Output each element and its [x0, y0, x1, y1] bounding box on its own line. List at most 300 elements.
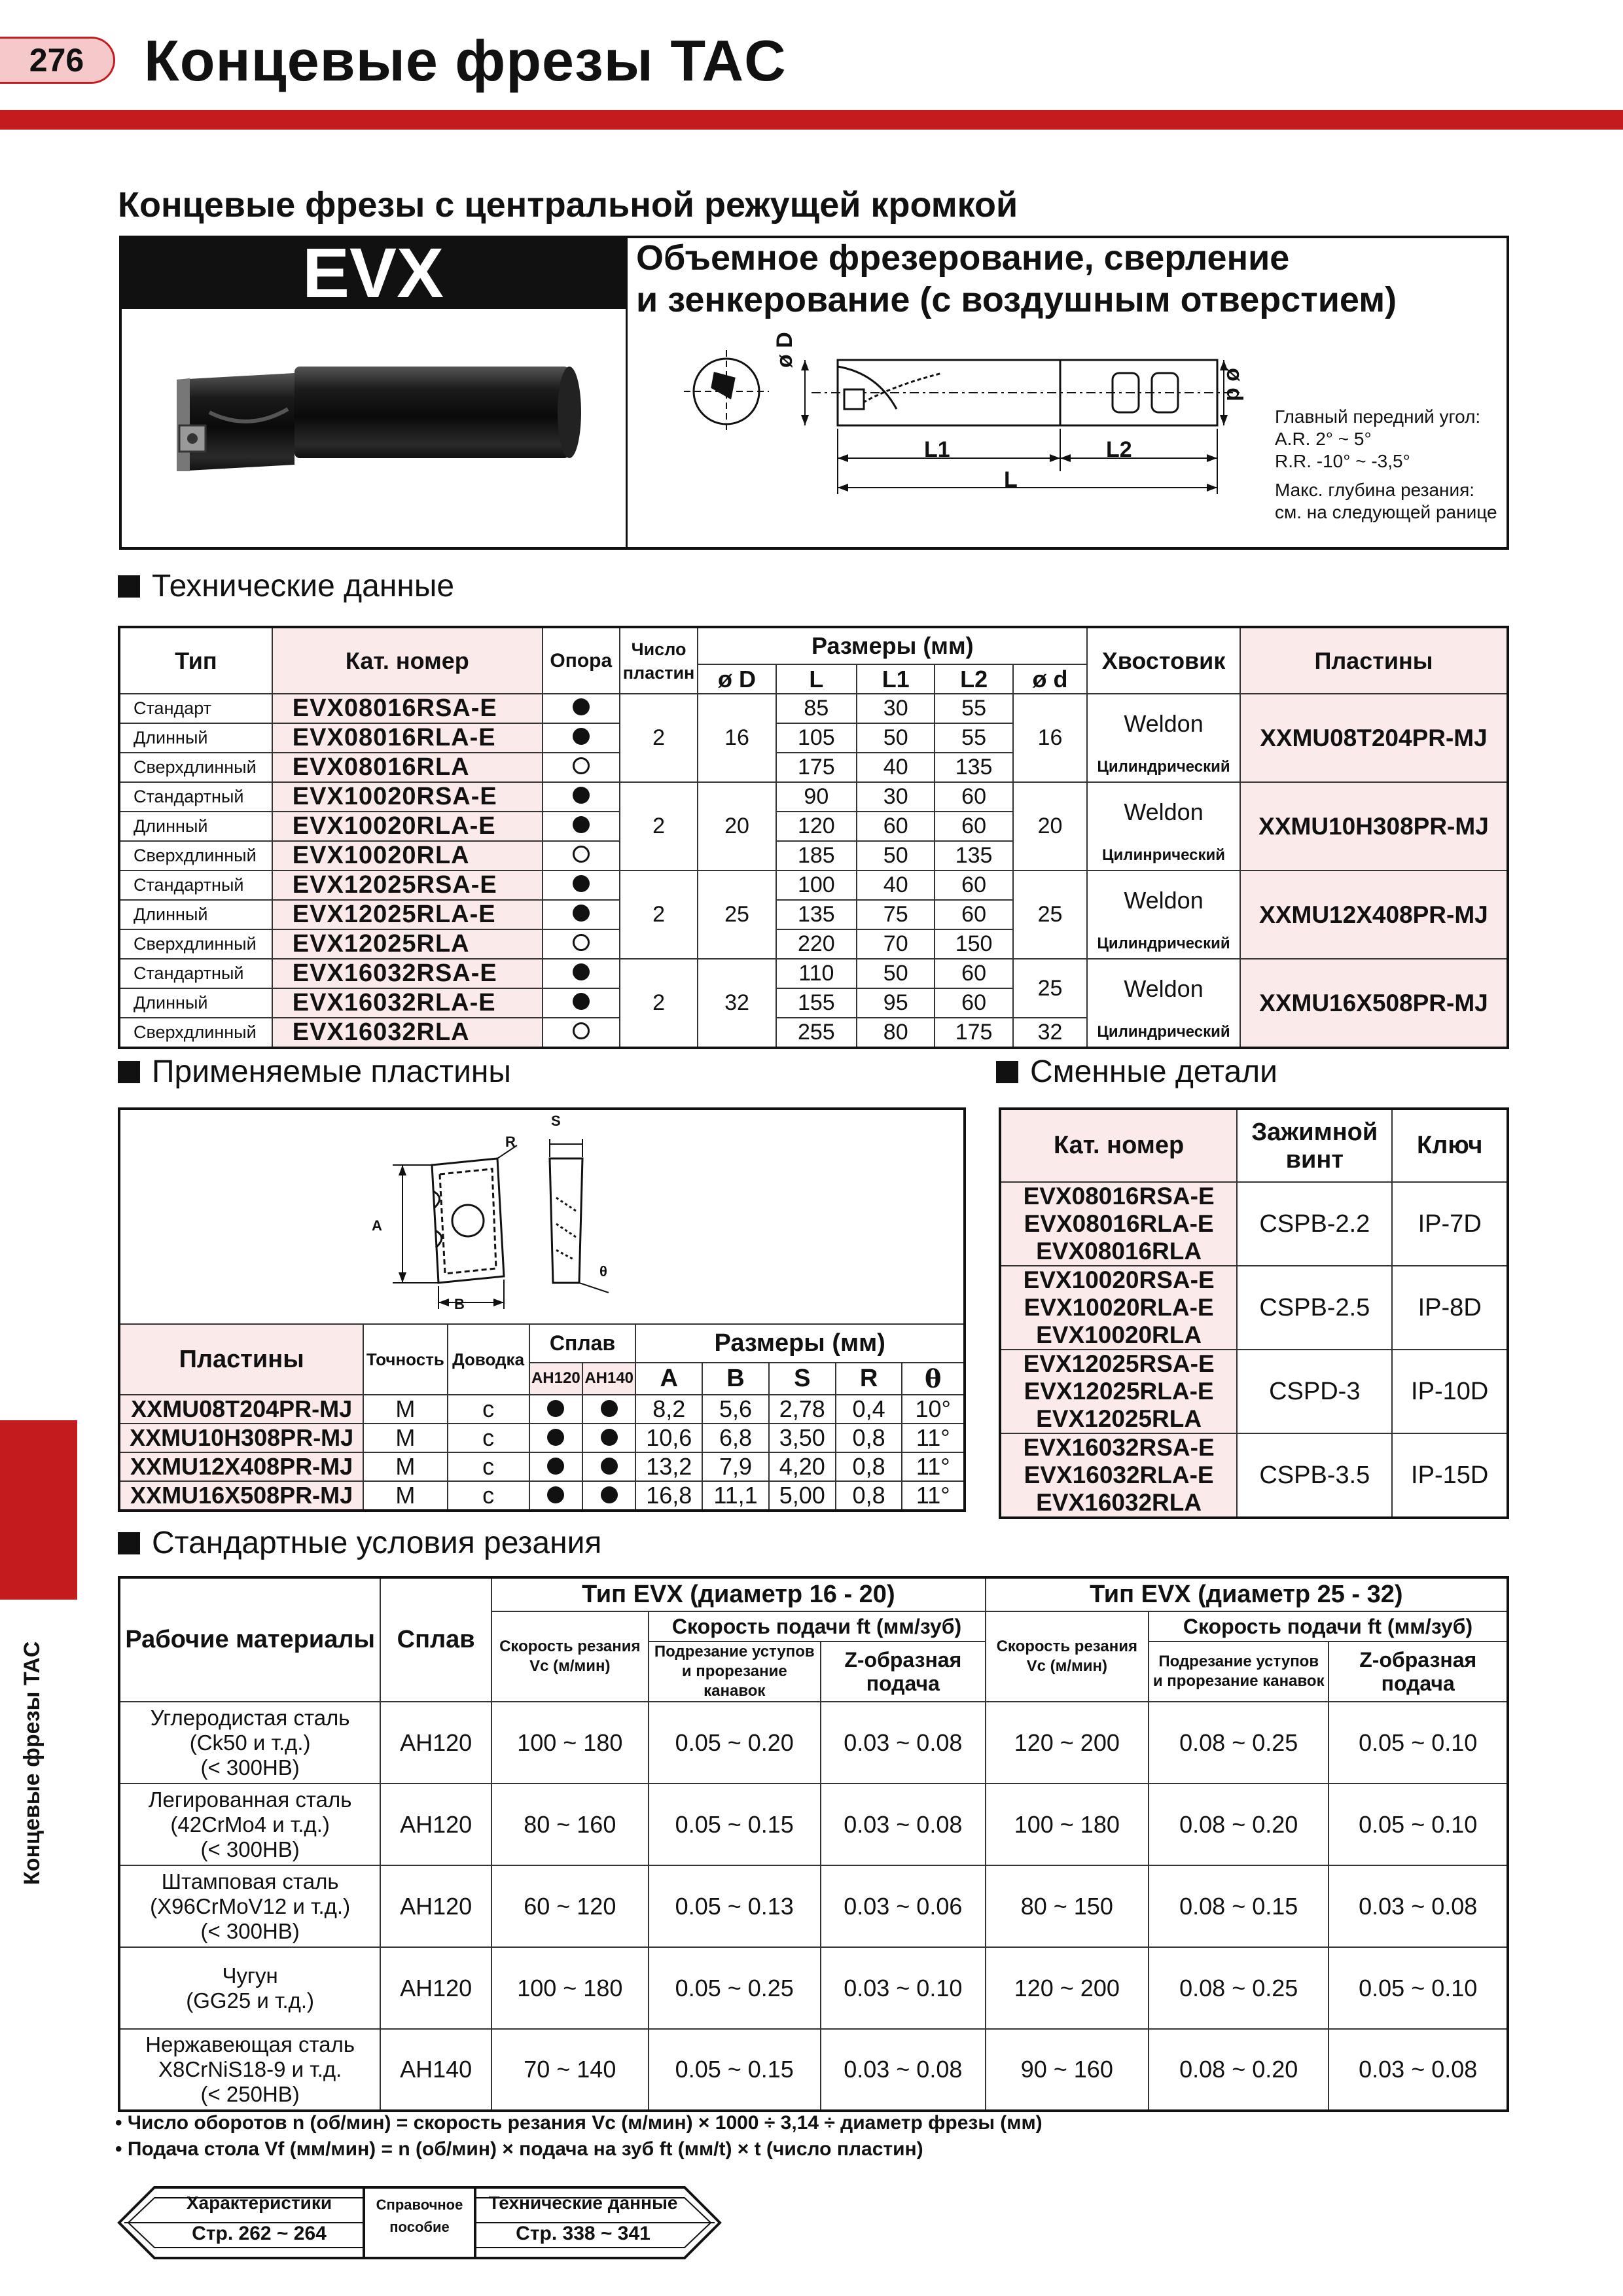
insert-B: 5,6 — [702, 1395, 769, 1424]
tech-shank-cyl: Цилиндрический — [1087, 753, 1240, 782]
tech-shank-weldon: Weldon — [1087, 870, 1240, 929]
parts-cat-number: EVX16032RLA — [1036, 1489, 1202, 1516]
parts-cat-number: EVX08016RLA-E — [1024, 1210, 1214, 1237]
tech-type: Длинный — [119, 812, 272, 841]
tech-cat-number: EVX08016RLA-E — [272, 723, 543, 753]
tech-L2: 60 — [935, 782, 1012, 812]
th-support: Опора — [543, 627, 620, 694]
nav-right-title[interactable]: Технические данные — [488, 2193, 678, 2213]
parts-cat-numbers — [1000, 1266, 1237, 1350]
insert-finish: c — [448, 1424, 529, 1452]
tech-cat-number: EVX10020RSA-E — [272, 782, 543, 812]
insert-ah120 — [529, 1395, 582, 1424]
cut-speed-2: 90 ~ 160 — [986, 2029, 1149, 2111]
th-feed-2: Скорость подачи ft (мм/зуб) — [1149, 1611, 1508, 1641]
tech-L: 185 — [776, 841, 857, 870]
support-solid-icon — [601, 1429, 618, 1446]
tech-type: Сверхдлинный — [119, 753, 272, 782]
tech-num-inserts: 2 — [620, 694, 698, 782]
th-S: S — [769, 1363, 836, 1395]
th-shoulder-2 — [1149, 1641, 1329, 1702]
cut-material — [119, 1702, 380, 1784]
tech-support — [543, 988, 620, 1018]
tech-body — [119, 694, 1508, 1048]
headline-line-2: и зенкерование (с воздушным отверстием) — [636, 280, 1397, 319]
th-L: L — [776, 664, 857, 694]
cut-speed-2: 80 ~ 150 — [986, 1865, 1149, 1947]
nav-left-title[interactable]: Характеристики — [186, 2193, 332, 2213]
insert-S: 2,78 — [769, 1395, 836, 1424]
tech-support — [543, 782, 620, 812]
tech-L1: 40 — [857, 753, 935, 782]
insert-ah140 — [582, 1452, 635, 1481]
tech-D: 20 — [698, 782, 776, 870]
tech-heading-text: Технические данные — [152, 569, 455, 603]
dim-d-label: ø d — [1222, 368, 1247, 401]
tech-type: Длинный — [119, 988, 272, 1018]
tech-L: 120 — [776, 812, 857, 841]
insert-B: 6,8 — [702, 1424, 769, 1452]
cut-alloy: AH120 — [380, 1947, 491, 2029]
tech-type: Длинный — [119, 900, 272, 929]
tech-insert: XXMU08T204PR-MJ — [1240, 694, 1508, 782]
tech-L2: 60 — [935, 900, 1012, 929]
cut-feed-z-2: 0.03 ~ 0.08 — [1329, 2029, 1508, 2111]
tech-d: 25 — [1013, 959, 1087, 1018]
tech-support — [543, 870, 620, 900]
support-solid-icon — [573, 993, 590, 1010]
tech-row — [119, 959, 1508, 988]
cut-feed-z-2: 0.05 ~ 0.10 — [1329, 1702, 1508, 1784]
tech-table — [118, 626, 1509, 1049]
product-notes — [1275, 406, 1497, 524]
cut-material-line: (X96CrMoV12 и т.д.) — [150, 1893, 351, 1918]
tech-D: 32 — [698, 959, 776, 1048]
insert-theta: 11° — [902, 1424, 965, 1452]
tech-L1: 75 — [857, 900, 935, 929]
support-open-icon — [573, 934, 590, 951]
page-title: Концевые фрезы TAC — [144, 28, 787, 93]
tech-row — [119, 870, 1508, 900]
tech-cat-number: EVX10020RLA — [272, 841, 543, 870]
tech-L: 110 — [776, 959, 857, 988]
tech-L2: 135 — [935, 841, 1012, 870]
cut-alloy: AH140 — [380, 2029, 491, 2111]
cutting-row — [119, 1702, 1508, 1784]
cut-feed-shoulder-1: 0.05 ~ 0.20 — [649, 1702, 821, 1784]
tech-shank-weldon: Weldon — [1087, 782, 1240, 841]
cut-feed-shoulder-2: 0.08 ~ 0.25 — [1149, 1702, 1329, 1784]
tech-support — [543, 753, 620, 782]
nav-mid-2[interactable]: пособие — [389, 2219, 450, 2235]
page-number: 276 — [0, 37, 115, 84]
tech-L1: 40 — [857, 870, 935, 900]
cut-feed-shoulder-1: 0.05 ~ 0.25 — [649, 1947, 821, 2029]
parts-heading-text: Сменные детали — [1030, 1054, 1277, 1089]
tech-L: 175 — [776, 753, 857, 782]
cut-material-line: (42CrMo4 и т.д.) — [170, 1812, 330, 1837]
tech-type: Стандартный — [119, 782, 272, 812]
cut-speed-1: 100 ~ 180 — [491, 1702, 648, 1784]
tech-insert: XXMU12X408PR-MJ — [1240, 870, 1508, 959]
tech-L1: 50 — [857, 959, 935, 988]
support-open-icon — [573, 757, 590, 774]
insert-row — [119, 1424, 965, 1452]
insert-finish: c — [448, 1395, 529, 1424]
cut-speed-1: 80 ~ 160 — [491, 1784, 648, 1865]
insert-S: 3,50 — [769, 1424, 836, 1452]
cutting-row — [119, 1865, 1508, 1947]
parts-row — [1000, 1266, 1508, 1350]
insert-accuracy: M — [363, 1481, 447, 1511]
tech-cat-number: EVX16032RLA — [272, 1018, 543, 1048]
insert-A: 8,2 — [635, 1395, 702, 1424]
th-z-1 — [821, 1641, 986, 1702]
cut-speed-1: 100 ~ 180 — [491, 1947, 648, 2029]
tech-D: 25 — [698, 870, 776, 959]
cut-material — [119, 2029, 380, 2111]
cut-speed-1: 60 ~ 120 — [491, 1865, 648, 1947]
parts-key: IP-10D — [1392, 1350, 1508, 1433]
tech-type: Стандартный — [119, 870, 272, 900]
th-num-1: Число — [631, 639, 687, 659]
th-shank: Хвостовик — [1087, 627, 1240, 694]
insert-B: 7,9 — [702, 1452, 769, 1481]
tech-type: Длинный — [119, 723, 272, 753]
cut-feed-shoulder-1: 0.05 ~ 0.15 — [649, 1784, 821, 1865]
insert-S: 5,00 — [769, 1481, 836, 1511]
parts-screw: CSPB-3.5 — [1237, 1433, 1392, 1518]
insert-ah140 — [582, 1395, 635, 1424]
tech-L2: 175 — [935, 1018, 1012, 1048]
tech-L2: 55 — [935, 694, 1012, 723]
th-feed-1: Скорость подачи ft (мм/зуб) — [649, 1611, 986, 1641]
parts-row — [1000, 1182, 1508, 1266]
tech-L: 220 — [776, 929, 857, 959]
th-parts-key: Ключ — [1392, 1109, 1508, 1182]
insert-finish: c — [448, 1481, 529, 1511]
cut-speed-2: 120 ~ 200 — [986, 1702, 1149, 1784]
support-solid-icon — [547, 1400, 564, 1417]
th-sh-1b: и прорезание канавок — [681, 1662, 787, 1700]
cut-feed-z-2: 0.03 ~ 0.08 — [1329, 1865, 1508, 1947]
insert-R-label: R — [505, 1134, 516, 1150]
parts-cat-numbers — [1000, 1433, 1237, 1518]
tech-d: 16 — [1013, 694, 1087, 782]
insert-name: XXMU08T204PR-MJ — [119, 1395, 363, 1424]
tech-support — [543, 812, 620, 841]
th-speed-2b: Vc (м/мин) — [1026, 1657, 1107, 1675]
parts-cat-number: EVX16032RSA-E — [1023, 1434, 1215, 1461]
tech-type: Стандарт — [119, 694, 272, 723]
parts-key: IP-8D — [1392, 1266, 1508, 1350]
insert-ah120 — [529, 1481, 582, 1511]
tech-support — [543, 694, 620, 723]
th-inserts: Пластины — [1240, 627, 1508, 694]
th-B: B — [702, 1363, 769, 1395]
tech-type: Стандартный — [119, 959, 272, 988]
cut-material — [119, 1947, 380, 2029]
th-num-2: пластин — [622, 662, 695, 683]
cut-feed-shoulder-2: 0.08 ~ 0.20 — [1149, 2029, 1329, 2111]
support-solid-icon — [601, 1400, 618, 1417]
tech-support — [543, 959, 620, 988]
footnote-1: • Число оборотов n (об/мин) = скорость резания Vc (м/мин) × 1000 ÷ 3,14 ÷ диаметр фрезы (мм) — [115, 2112, 1043, 2134]
tech-row — [119, 782, 1508, 812]
footnote-2: • Подача стола Vf (мм/мин) = n (об/мин) × подача на зуб ft (мм/t) × t (число пластин) — [115, 2138, 923, 2160]
dim-L1-label: L1 — [924, 437, 950, 462]
cut-feed-z-2: 0.05 ~ 0.10 — [1329, 1947, 1508, 2029]
support-solid-icon — [601, 1486, 618, 1503]
support-solid-icon — [573, 728, 590, 745]
cutting-heading — [118, 1525, 601, 1561]
th-ah140: AH140 — [582, 1363, 635, 1395]
note-depth-ref: см. на следующей ранице — [1275, 502, 1497, 522]
cut-material-line: Легированная сталь — [148, 1787, 352, 1812]
parts-row — [1000, 1433, 1508, 1518]
tech-L: 90 — [776, 782, 857, 812]
insert-R: 0,4 — [836, 1395, 902, 1424]
support-solid-icon — [573, 905, 590, 922]
inserts-body — [119, 1395, 965, 1511]
cut-feed-shoulder-2: 0.08 ~ 0.20 — [1149, 1784, 1329, 1865]
support-open-icon — [573, 1022, 590, 1039]
support-solid-icon — [573, 698, 590, 715]
insert-ah140 — [582, 1481, 635, 1511]
insert-B: 11,1 — [702, 1481, 769, 1511]
product-headline — [636, 237, 1397, 321]
dim-L-label: L — [1004, 467, 1018, 492]
th-theta: θ — [902, 1363, 965, 1395]
tech-support — [543, 841, 620, 870]
tech-L: 85 — [776, 694, 857, 723]
parts-cat-number: EVX08016RLA — [1036, 1238, 1202, 1265]
th-parts-cat: Кат. номер — [1000, 1109, 1237, 1182]
th-A: A — [635, 1363, 702, 1395]
tech-insert: XXMU16X508PR-MJ — [1240, 959, 1508, 1048]
th-z-2b: подача — [1381, 1672, 1455, 1695]
support-solid-icon — [573, 963, 590, 980]
dim-D-label: ø D — [772, 332, 797, 368]
tool-photo — [151, 340, 596, 491]
tech-L1: 70 — [857, 929, 935, 959]
tech-L: 155 — [776, 988, 857, 1018]
tech-L2: 60 — [935, 870, 1012, 900]
th-sh-2a: Подрезание уступов — [1158, 1653, 1319, 1670]
th-parts-screw — [1237, 1109, 1392, 1182]
support-solid-icon — [547, 1429, 564, 1446]
th-sh-1a: Подрезание уступов — [654, 1643, 815, 1660]
parts-screw: CSPB-2.5 — [1237, 1266, 1392, 1350]
tech-d: 32 — [1013, 1018, 1087, 1048]
th-material: Рабочие материалы — [119, 1577, 380, 1702]
cut-feed-shoulder-1: 0.05 ~ 0.13 — [649, 1865, 821, 1947]
tech-cat-number: EVX12025RLA — [272, 929, 543, 959]
note-rake-title: Главный передний угол: — [1275, 406, 1481, 427]
cut-material-line: Углеродистая сталь — [150, 1705, 350, 1730]
cut-material-line: (< 300HB) — [200, 1755, 300, 1780]
cut-feed-z-1: 0.03 ~ 0.08 — [821, 1784, 986, 1865]
insert-ah120 — [529, 1424, 582, 1452]
cut-alloy: AH120 — [380, 1702, 491, 1784]
tech-L2: 150 — [935, 929, 1012, 959]
insert-A: 10,6 — [635, 1424, 702, 1452]
insert-drawing — [366, 1119, 641, 1322]
insert-R: 0,8 — [836, 1424, 902, 1452]
cut-feed-shoulder-1: 0.05 ~ 0.15 — [649, 2029, 821, 2111]
note-rr: R.R. -10° ~ -3,5° — [1275, 451, 1410, 471]
tech-L1: 50 — [857, 723, 935, 753]
tech-L2: 60 — [935, 959, 1012, 988]
insert-R: 0,8 — [836, 1452, 902, 1481]
tech-type: Сверхдлинный — [119, 929, 272, 959]
cut-speed-1: 70 ~ 140 — [491, 2029, 648, 2111]
th-group2: Тип EVX (диаметр 25 - 32) — [986, 1577, 1508, 1611]
insert-name: XXMU16X508PR-MJ — [119, 1481, 363, 1511]
cut-speed-2: 100 ~ 180 — [986, 1784, 1149, 1865]
cut-material-line: (Ck50 и т.д.) — [189, 1730, 311, 1755]
th-ah120: AH120 — [529, 1363, 582, 1395]
section-title: Концевые фрезы с центральной режущей кромкой — [118, 185, 1018, 224]
tech-L2: 60 — [935, 988, 1012, 1018]
cut-alloy: AH120 — [380, 1865, 491, 1947]
cut-material-line: (< 300HB) — [200, 1918, 300, 1943]
nav-mid-1[interactable]: Справочное — [376, 2197, 463, 2213]
cut-material-line: (GG25 и т.д.) — [186, 1988, 315, 2013]
th-L1: L1 — [857, 664, 935, 694]
th-z-2 — [1329, 1641, 1508, 1702]
th-speed-1a: Скорость резания — [499, 1638, 641, 1655]
tech-L: 100 — [776, 870, 857, 900]
parts-cat-number: EVX12025RSA-E — [1023, 1350, 1215, 1377]
insert-name: XXMU12X408PR-MJ — [119, 1452, 363, 1481]
tech-shank-weldon: Weldon — [1087, 694, 1240, 753]
tech-shank-cyl: Цилиндрический — [1087, 1018, 1240, 1048]
support-solid-icon — [547, 1458, 564, 1475]
support-open-icon — [573, 846, 590, 863]
th-type: Тип — [119, 627, 272, 694]
th-sh-2b: и прорезание канавок — [1152, 1672, 1325, 1690]
th-num — [620, 627, 698, 694]
th-z-1a: Z-образная — [844, 1648, 962, 1672]
parts-heading — [996, 1054, 1277, 1090]
support-solid-icon — [573, 875, 590, 892]
tool-drawing — [681, 347, 1257, 504]
insert-ah140 — [582, 1424, 635, 1452]
tech-type: Сверхдлинный — [119, 841, 272, 870]
header-rule — [0, 110, 1623, 130]
th-cat: Кат. номер — [272, 627, 543, 694]
th-screw-1: Зажимной — [1251, 1118, 1378, 1146]
insert-row — [119, 1481, 965, 1511]
insert-S-label: S — [551, 1113, 561, 1129]
insert-A: 13,2 — [635, 1452, 702, 1481]
tech-support — [543, 1018, 620, 1048]
th-accuracy: Точность — [363, 1324, 447, 1395]
insert-ah120 — [529, 1452, 582, 1481]
tech-L1: 50 — [857, 841, 935, 870]
tech-D: 16 — [698, 694, 776, 782]
cutting-heading-text: Стандартные условия резания — [152, 1526, 602, 1560]
cut-feed-z-1: 0.03 ~ 0.08 — [821, 1702, 986, 1784]
cut-feed-z-2: 0.05 ~ 0.10 — [1329, 1784, 1508, 1865]
insert-accuracy: M — [363, 1395, 447, 1424]
headline-line-1: Объемное фрезерование, сверление — [636, 238, 1290, 278]
parts-cat-number: EVX08016RSA-E — [1023, 1183, 1215, 1210]
cut-material-line: (< 250HB) — [200, 2082, 300, 2106]
tech-cat-number: EVX08016RSA-E — [272, 694, 543, 723]
insert-S: 4,20 — [769, 1452, 836, 1481]
insert-name: XXMU10H308PR-MJ — [119, 1424, 363, 1452]
cut-material-line: (< 300HB) — [200, 1837, 300, 1861]
th-ins-dims: Размеры (мм) — [635, 1324, 965, 1363]
note-ar: A.R. 2° ~ 5° — [1275, 429, 1372, 449]
parts-cat-numbers — [1000, 1350, 1237, 1433]
insert-theta-label: θ — [599, 1263, 607, 1280]
tech-shank-cyl: Цилинрический — [1087, 841, 1240, 870]
th-speed-1 — [491, 1611, 648, 1702]
tech-row — [119, 694, 1508, 723]
tech-cat-number: EVX12025RSA-E — [272, 870, 543, 900]
tech-d: 20 — [1013, 782, 1087, 870]
cut-feed-shoulder-2: 0.08 ~ 0.15 — [1149, 1865, 1329, 1947]
inserts-table — [118, 1323, 966, 1512]
th-D: ø D — [698, 664, 776, 694]
tech-L2: 60 — [935, 812, 1012, 841]
tech-L: 135 — [776, 900, 857, 929]
tech-num-inserts: 2 — [620, 870, 698, 959]
parts-body — [1000, 1182, 1508, 1518]
nav-left-pages[interactable]: Стр. 262 ~ 264 — [192, 2223, 327, 2244]
cut-material-line: Нержавеющая сталь — [145, 2032, 355, 2056]
tech-L2: 55 — [935, 723, 1012, 753]
tech-cat-number: EVX08016RLA — [272, 753, 543, 782]
cut-material — [119, 1784, 380, 1865]
dim-L2-label: L2 — [1106, 437, 1132, 462]
tech-num-inserts: 2 — [620, 782, 698, 870]
insert-accuracy: M — [363, 1424, 447, 1452]
tech-shank-cyl: Цилиндрический — [1087, 929, 1240, 959]
insert-finish: c — [448, 1452, 529, 1481]
evx-badge: EVX — [119, 236, 627, 309]
th-z-2a: Z-образная — [1359, 1648, 1477, 1672]
parts-cat-number: EVX16032RLA-E — [1024, 1462, 1214, 1488]
box-divider — [626, 236, 628, 550]
parts-cat-number: EVX12025RLA — [1036, 1405, 1202, 1432]
nav-right-pages[interactable]: Стр. 338 ~ 341 — [516, 2223, 651, 2244]
tech-L2: 135 — [935, 753, 1012, 782]
insert-accuracy: M — [363, 1452, 447, 1481]
th-speed-1b: Vc (м/мин) — [529, 1657, 611, 1675]
cutting-row — [119, 1947, 1508, 2029]
cut-feed-z-1: 0.03 ~ 0.06 — [821, 1865, 986, 1947]
insert-A: 16,8 — [635, 1481, 702, 1511]
tech-type: Сверхдлинный — [119, 1018, 272, 1048]
insert-theta: 11° — [902, 1452, 965, 1481]
tech-L1: 60 — [857, 812, 935, 841]
cut-material-line: X8CrNiS18-9 и т.д. — [158, 2057, 342, 2081]
th-insert-name: Пластины — [119, 1324, 363, 1395]
th-dims: Размеры (мм) — [698, 627, 1087, 664]
insert-row — [119, 1452, 965, 1481]
tech-cat-number: EVX16032RLA-E — [272, 988, 543, 1018]
cut-material — [119, 1865, 380, 1947]
support-solid-icon — [573, 787, 590, 804]
insert-A-label: A — [372, 1217, 382, 1234]
th-z-1b: подача — [866, 1672, 940, 1695]
cutting-body — [119, 1702, 1508, 2111]
th-finish: Доводка — [448, 1324, 529, 1395]
